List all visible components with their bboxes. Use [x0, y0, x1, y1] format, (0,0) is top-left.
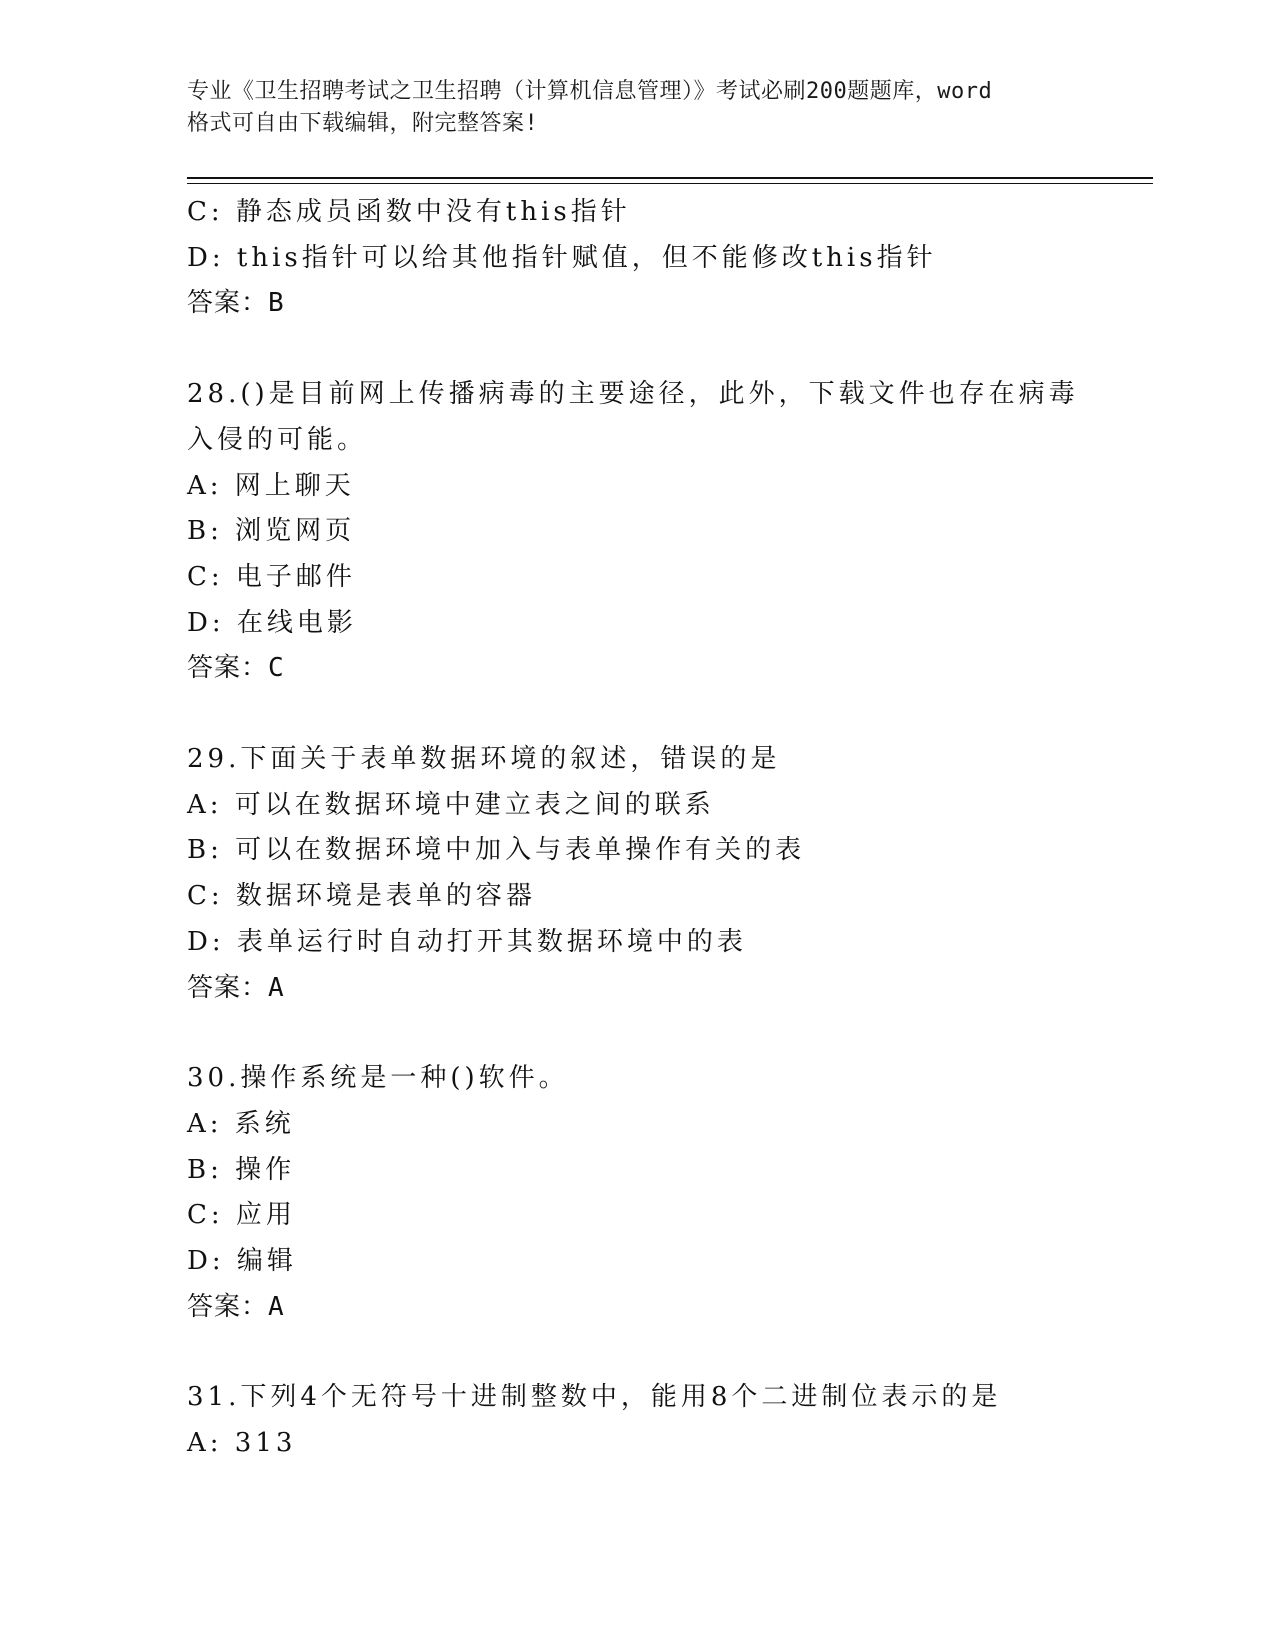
header-line-1: 专业《卫生招聘考试之卫生招聘（计算机信息管理）》考试必刷200题题库，word [187, 79, 993, 104]
question-29 [187, 737, 1153, 1011]
answer: 答案：B [187, 288, 285, 319]
option-a: A: 313 [187, 1428, 297, 1459]
header-divider-thick [187, 177, 1153, 179]
spacer [187, 1011, 1153, 1056]
option-c: C: 应用 [187, 1200, 296, 1231]
answer: 答案：A [187, 1291, 285, 1322]
document-header [187, 76, 1087, 140]
question-30 [187, 1056, 1153, 1330]
option-a: A: 系统 [187, 1108, 295, 1139]
question-31 [187, 1375, 1153, 1466]
spacer [187, 327, 1153, 372]
option-b: B: 可以在数据环境中加入与表单操作有关的表 [187, 835, 806, 866]
answer: 答案：C [187, 653, 285, 684]
option-c: C: 静态成员函数中没有this指针 [187, 197, 631, 227]
option-d: D: 表单运行时自动打开其数据环境中的表 [187, 926, 747, 957]
option-b: B: 浏览网页 [187, 516, 356, 547]
option-a: A: 可以在数据环境中建立表之间的联系 [187, 789, 715, 820]
question-list [187, 190, 1153, 1467]
question-stem: 28.()是目前网上传播病毒的主要途径，此外，下载文件也存在病毒入侵的可能。 [187, 379, 1079, 455]
option-d: D: this指针可以给其他指针赋值，但不能修改this指针 [187, 242, 937, 273]
question-stem: 31.下列4个无符号十进制整数中，能用8个二进制位表示的是 [187, 1382, 1002, 1413]
answer: 答案：A [187, 972, 285, 1003]
header-line-2: 格式可自由下载编辑，附完整答案! [187, 111, 539, 136]
option-b: B: 操作 [187, 1154, 296, 1185]
question-stem: 30.操作系统是一种()软件。 [187, 1063, 569, 1094]
option-a: A: 网上聊天 [187, 470, 355, 501]
option-c: C: 数据环境是表单的容器 [187, 881, 536, 912]
spacer [187, 1330, 1153, 1375]
option-c: C: 电子邮件 [187, 561, 356, 592]
question-stem: 29.下面关于表单数据环境的叙述，错误的是 [187, 744, 781, 775]
header-divider-thin [187, 183, 1153, 184]
option-d: D: 编辑 [187, 1246, 297, 1277]
question-27-continued [187, 190, 1153, 327]
question-28 [187, 372, 1153, 692]
spacer [187, 692, 1153, 737]
option-d: D: 在线电影 [187, 607, 357, 638]
